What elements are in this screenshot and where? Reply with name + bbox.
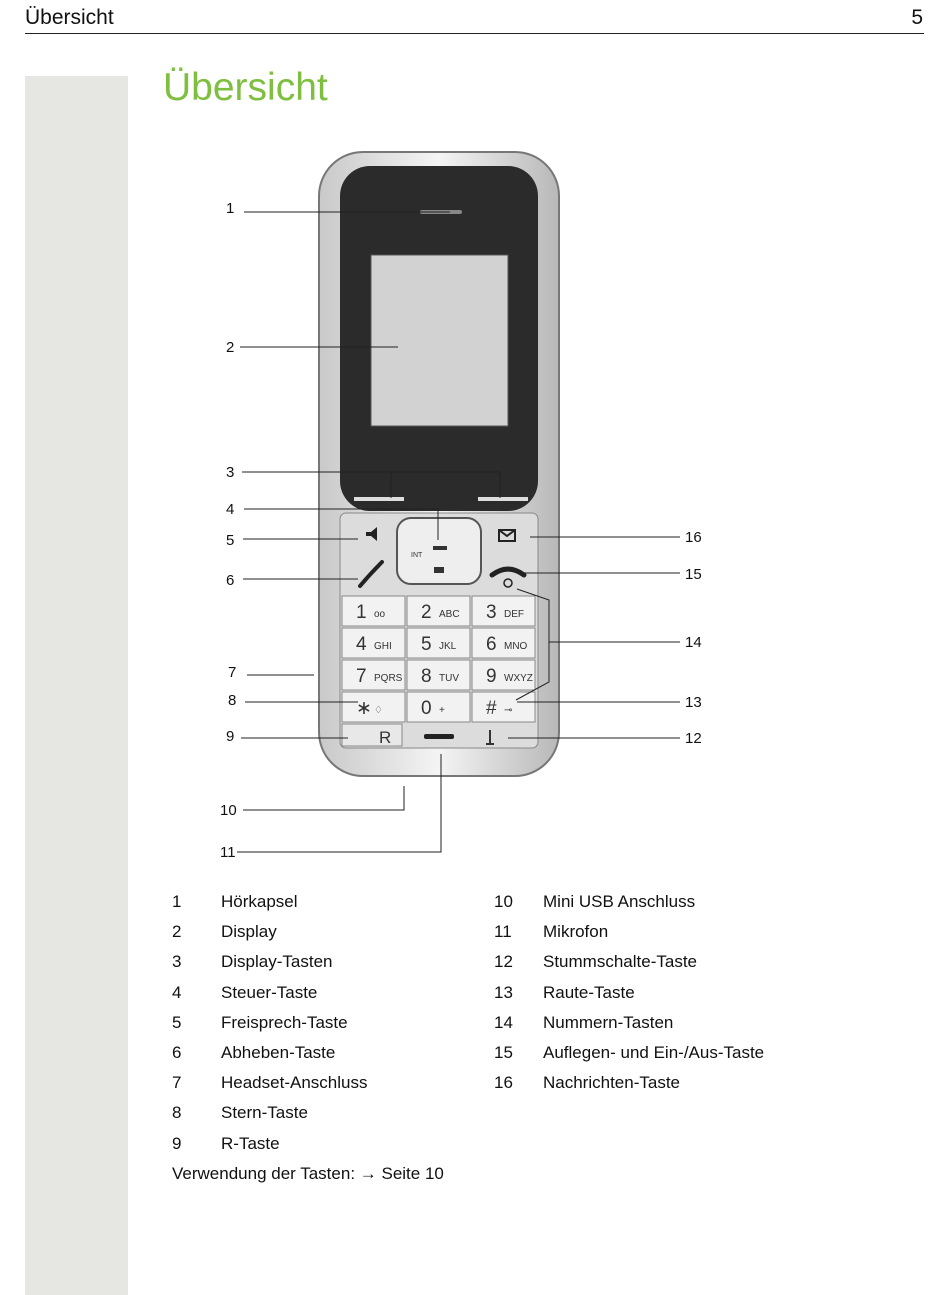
legend-number: 12 — [494, 952, 513, 972]
nav-key — [397, 518, 481, 584]
keypad-digit: 3 — [486, 602, 497, 623]
legend-label: Display — [221, 922, 277, 942]
legend-number: 7 — [172, 1073, 182, 1093]
keypad-letters: ABC — [439, 609, 460, 620]
callout-number: 13 — [685, 694, 702, 711]
callout-number: 10 — [220, 802, 237, 819]
legend-label: Auflegen- und Ein-/Aus-Taste — [543, 1043, 765, 1062]
legend-label: Steuer-Taste — [221, 982, 318, 1002]
display-key-right — [478, 497, 528, 501]
keypad-letters: GHI — [374, 641, 392, 652]
keypad-digit: 8 — [421, 666, 432, 687]
keypad-letters: ⊸ — [504, 705, 513, 716]
legend-label: Headset-Anschluss — [221, 1073, 368, 1093]
keypad-letters: PQRS — [374, 673, 403, 684]
int-label: INT — [411, 552, 423, 559]
legend-number: 14 — [494, 1012, 513, 1032]
display-key-left — [354, 497, 404, 501]
header-title: Übersicht — [25, 6, 114, 29]
legend-number: 15 — [494, 1043, 513, 1062]
page-title: Übersicht — [163, 66, 328, 109]
legend-number: 6 — [172, 1043, 182, 1062]
legend-number: 8 — [172, 1103, 182, 1123]
keypad-digit: 0 — [421, 698, 432, 719]
legend-number: 5 — [172, 1012, 182, 1032]
keypad-digit: 7 — [356, 666, 367, 687]
keypad-letters: WXYZ — [504, 673, 533, 684]
callout-number: 9 — [226, 728, 235, 745]
legend-label: R-Taste — [221, 1133, 280, 1153]
callout-number: 11 — [220, 844, 236, 861]
callout-number: 7 — [228, 664, 237, 681]
legend-label: Stummschalte-Taste — [543, 952, 697, 972]
header-page-number: 5 — [911, 6, 923, 29]
callout-number: 2 — [226, 339, 235, 356]
keypad-digit: 9 — [486, 666, 497, 687]
mic-slot — [424, 734, 454, 739]
keypad-digit: ∗ — [356, 698, 372, 719]
keypad-letters: + — [439, 705, 445, 716]
keypad-letters: oo — [374, 609, 386, 620]
callout-number: 8 — [228, 692, 237, 709]
callout-number: 4 — [226, 501, 235, 518]
keypad-letters: ♢ — [374, 705, 383, 716]
keypad-digit: 1 — [356, 602, 367, 623]
keypad-letters: DEF — [504, 609, 524, 620]
keypad-digit: 6 — [486, 634, 497, 655]
r-key — [342, 724, 402, 746]
legend-label: Nachrichten-Taste — [543, 1073, 681, 1093]
legend-number: 13 — [494, 982, 513, 1002]
keypad-letters: JKL — [439, 641, 457, 652]
r-key-label: R — [379, 728, 392, 747]
callout-number: 12 — [685, 730, 702, 747]
legend-number: 2 — [172, 922, 182, 942]
legend-label: Raute-Taste — [543, 982, 635, 1002]
legend-number: 16 — [494, 1073, 513, 1093]
legend-label: Mini USB Anschluss — [543, 892, 696, 911]
usage-note: Verwendung der Tasten: → Seite 10 — [172, 1164, 444, 1183]
legend-number: 1 — [172, 892, 182, 911]
phonebook-icon — [434, 567, 444, 573]
legend-number: 10 — [494, 892, 513, 911]
keypad-letters: MNO — [504, 641, 528, 652]
keypad-letters: TUV — [439, 673, 459, 684]
legend-label: Nummern-Tasten — [543, 1012, 674, 1032]
callout-number: 3 — [226, 464, 235, 481]
legend-number: 11 — [494, 922, 512, 942]
nav-center — [433, 546, 447, 550]
keypad-digit: # — [486, 698, 497, 719]
display-screen — [371, 255, 508, 426]
keypad-digit: 2 — [421, 602, 432, 623]
callout-number: 5 — [226, 532, 235, 549]
legend-label: Abheben-Taste — [221, 1043, 336, 1062]
legend-number: 4 — [172, 982, 182, 1002]
callout-number: 15 — [685, 566, 702, 583]
legend-label: Display-Tasten — [221, 952, 333, 972]
callout-number: 6 — [226, 572, 235, 589]
legend-number: 9 — [172, 1133, 182, 1153]
callout-number: 1 — [226, 200, 235, 217]
legend-number: 3 — [172, 952, 182, 972]
legend-label: Stern-Taste — [221, 1103, 308, 1123]
legend-label: Hörkapsel — [221, 892, 298, 911]
callout-number: 14 — [685, 634, 702, 651]
legend-label: Freisprech-Taste — [221, 1012, 348, 1032]
keypad-digit: 4 — [356, 634, 367, 655]
keypad-digit: 5 — [421, 634, 432, 655]
callout-number: 16 — [685, 529, 702, 546]
legend-label: Mikrofon — [543, 922, 609, 942]
